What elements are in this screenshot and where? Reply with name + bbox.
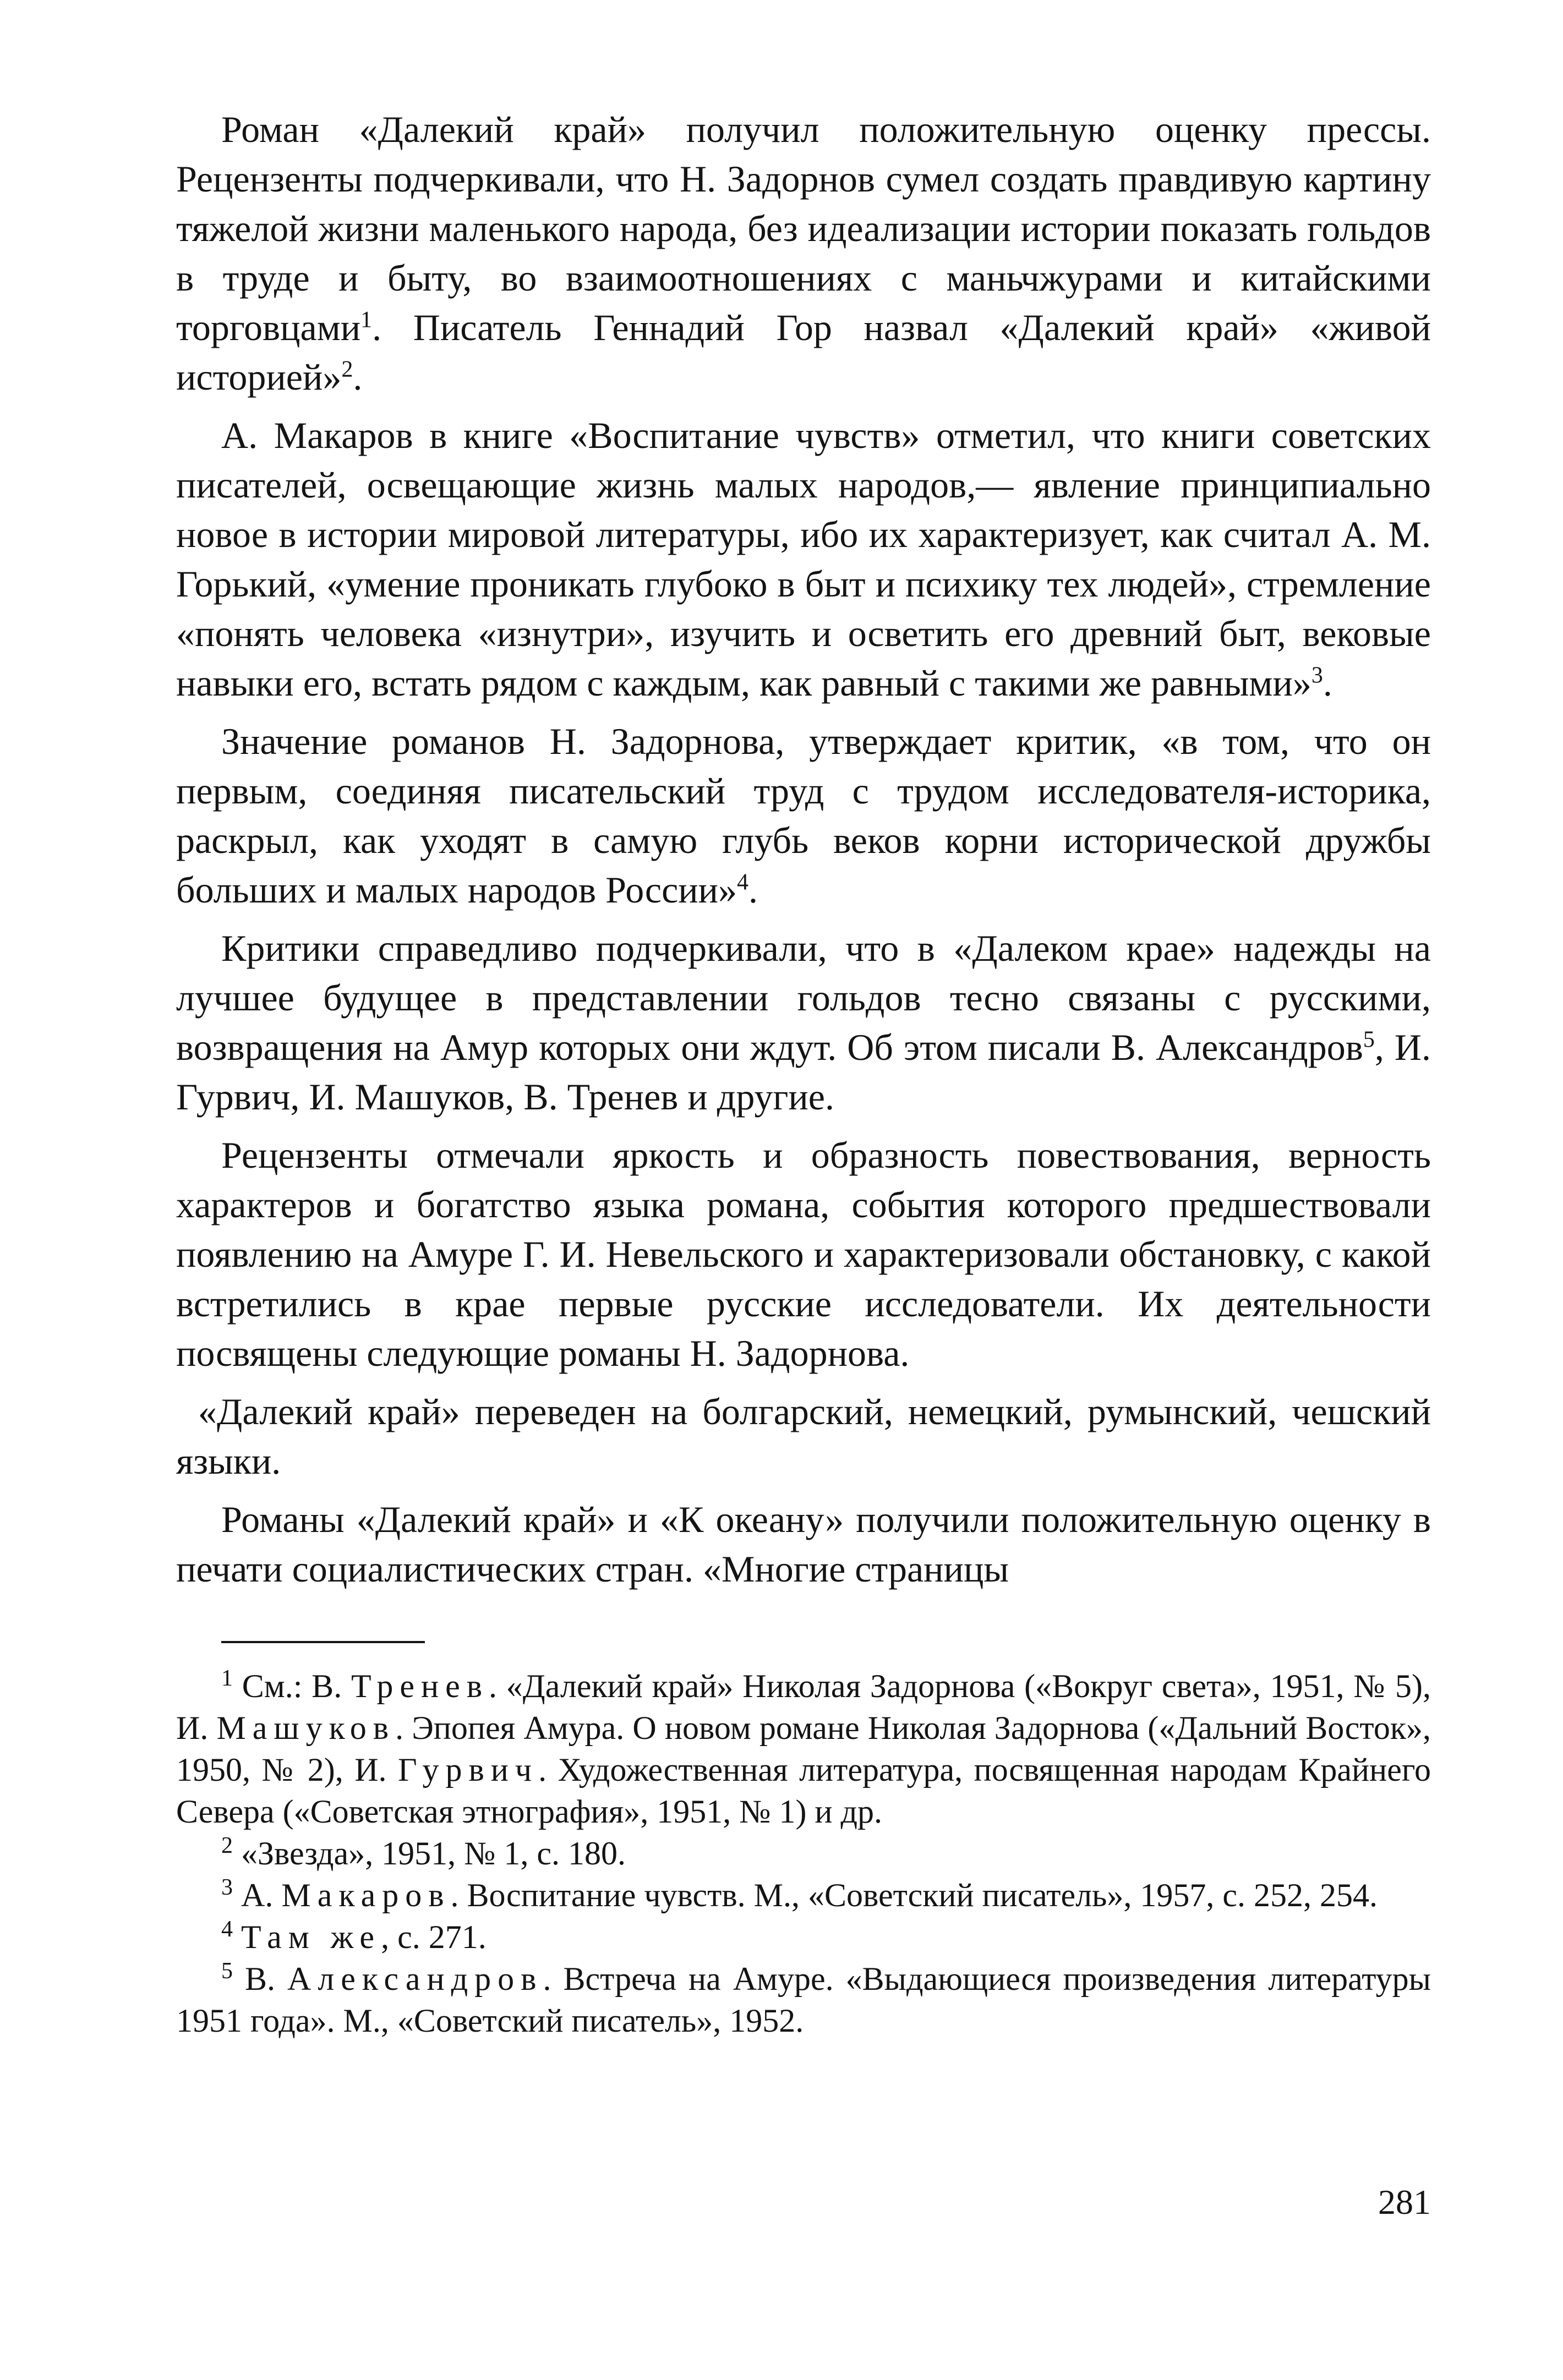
footnote-3: $^3$ А. Макаров. Воспитание чувств. М., «Советский писатель», 1957, с. 252, 254. xyxy=(221,1875,1378,1913)
page-number: 281 xyxy=(1378,2182,1431,2222)
paragraph-2: А. Макаров в книге «Воспитание чувств» отметил, что книги советских писателей, освещающие жизнь малых народов,— явление принципиально новое в истории мировой литературы, ибо их характеризует, как считал А. М. Горький, «умение проникать глубоко в быт и психику тех людей», стремление «понять человека «изнутри», изучить и осветить его древний быт, вековые навыки его, встать рядом с каждым, как равный с такими же равными»$^3$. xyxy=(176,414,1431,704)
footnote-ref-1: 1 xyxy=(360,307,373,333)
paragraph-3: Значение романов Н. Задорнова, утверждает критик, «в том, что он первым, соединяя писательский труд с трудом исследователя-историка, раскрыл, как уходят в самую глубь веков корни исторической дружбы больших и малых народов России»$^4$. xyxy=(176,720,1431,911)
paragraph-4: Критики справедливо подчеркивали, что в «Далеком крае» надежды на лучшее будущее в представлении гольдов тесно связаны с русскими, возвращения на Амур которых они ждут. Об этом писали В. Александров$^5$, И. Гурвич, И. Машуков, В. Тренев и другие. xyxy=(176,927,1431,1118)
footnote-ref-2: 2 xyxy=(341,357,353,382)
book-page xyxy=(176,105,1431,2333)
main-text xyxy=(176,105,1431,1594)
footnote-divider xyxy=(221,1641,425,1643)
footnote-4: $^4$ Там же, с. 271. xyxy=(221,1917,487,1955)
footnote-5: $^5$ В. Александров. Встреча на Амуре. «Выдающиеся произведения литературы 1951 года». М., «Советский писатель», 1952. xyxy=(176,1958,1431,2039)
paragraph-7: Романы «Далекий край» и «К океану» получили положительную оценку в печати социалистических стран. «Многие страницы xyxy=(176,1498,1431,1590)
footnote-1: $^1$ См.: В. Тренев. «Далекий край» Николая Задорнова («Вокруг света», 1951, № 5), И. Машуков. Эпопея Амура. О новом романе Николая Задорнова («Дальний Восток», 1950, № 2), И. Гурвич. Художественная литература, посвященная народам Крайнего Севера («Советская этнография», 1951, № 1) и др. xyxy=(176,1666,1431,1830)
footnote-2: $^2$ «Звезда», 1951, № 1, с. 180. xyxy=(221,1833,626,1872)
paragraph-5: Рецензенты отмечали яркость и образность повествования, верность характеров и богатство языка романа, события которого предшествовали появлению на Амуре Г. И. Невельского и характеризовали обстановку, с какой встретились в крае первые русские исследователи. Их деятельности посвящены следующие романы Н. Задорнова. xyxy=(176,1134,1431,1374)
footnotes xyxy=(176,1665,1431,2042)
footnote-ref-4: 4 xyxy=(737,869,749,895)
footnote-ref-5: 5 xyxy=(1363,1027,1375,1053)
paragraph-6: «Далекий край» переведен на болгарский, немецкий, румынский, чешский языки. xyxy=(176,1391,1431,1482)
footnote-ref-3: 3 xyxy=(1311,663,1323,688)
paragraph-1: Роман «Далекий край» получил положительную оценку прессы. Рецензенты подчеркивали, что Н. Задорнов сумел создать правдивую картину тяжелой жизни маленького народа, без идеализации истории показать гольдов в труде и быту, во взаимоотношениях с маньчжурами и китайскими торговцами$^1$. Писатель Геннадий Гор назвал «Далекий край» «живой историей»$^2$. xyxy=(176,108,1431,398)
